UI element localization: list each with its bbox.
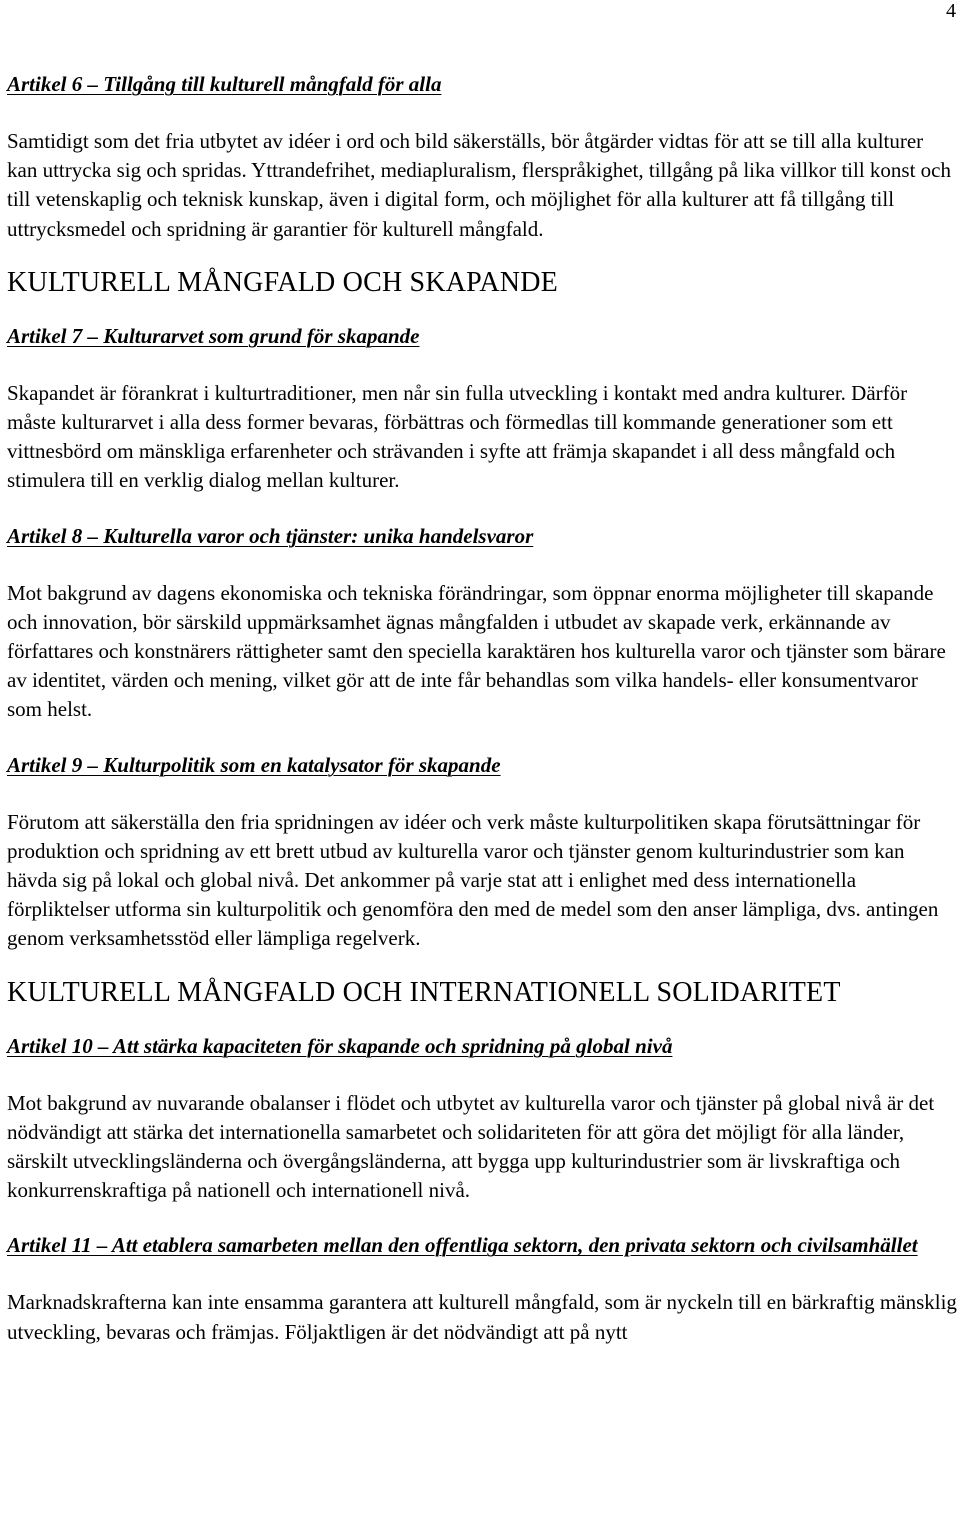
article-9-text: Förutom att säkerställa den fria spridningen av idéer och verk måste kulturpolitiken skapa förutsättningar för produktion och spridning av ett brett utbud av kulturella varor och tjänster genom kulturindustrier som kan hävda sig på lokal och global nivå. Det ankommer på varje stat att i enlighet med dess internationella förpliktelser utforma sin kulturpolitik och genomföra den med de medel som den anser lämpliga, dvs. antingen genom verksamhetsstöd eller lämpliga regelverk.: [7, 809, 939, 951]
article-7-heading: Artikel 7 – Kulturarvet som grund för skapande: [7, 323, 420, 348]
page-number: 4: [946, 0, 956, 22]
article-8-heading: Artikel 8 – Kulturella varor och tjänster: unika handelsvaror: [7, 523, 534, 548]
article-8-text: Mot bakgrund av dagens ekonomiska och tekniska förändringar, som öppnar enorma möjligheter till skapande och innovation, bör särskild uppmärksamhet ägnas mångfalden i utbudet av skapade verk, erkännande av författares och konstnärers rättigheter samt den speciella karaktären hos kulturella varor och tjänster som bärare av identitet, värden och mening, vilket gör att de inte får behandlas som vilka handels- eller konsumentvaror som helst.: [7, 580, 946, 722]
article-10-heading: Artikel 10 – Att stärka kapaciteten för skapande och spridning på global nivå: [7, 1033, 673, 1058]
article-10-text: Mot bakgrund av nuvarande obalanser i flödet och utbytet av kulturella varor och tjänster på global nivå är det nödvändigt att stärka det internationella samarbetet och solidariteten för att göra det möjligt för alla länder, särskilt utvecklingsländerna och övergångsländerna, att bygga upp kulturindustrier som är livskraftiga och konkurrenskraftiga på nationell och internationell nivå.: [7, 1090, 935, 1203]
article-6-text: Samtidigt som det fria utbytet av idéer i ord och bild säkerställs, bör åtgärder vidtas för att se till alla kulturer kan uttrycka sig och spridas. Yttrandefrihet, mediapluralism, flerspråkighet, tillgång på lika villkor till konst och till vetenskaplig och teknisk kunskap, även i digital form, och möjlighet för alla kulturer att få tillgång till uttrycksmedel och spridning är garantier för kulturell mångfald.: [7, 129, 951, 241]
article-9-heading: Artikel 9 – Kulturpolitik som en katalysator för skapande: [7, 752, 501, 777]
section-heading-creativity: KULTURELL MÅNGFALD OCH SKAPANDE: [7, 266, 558, 298]
document-body: [7, 70, 957, 1347]
section-heading-solidarity: KULTURELL MÅNGFALD OCH INTERNATIONELL SOLIDARITET: [7, 976, 841, 1008]
article-7-text: Skapandet är förankrat i kulturtraditioner, men når sin fulla utveckling i kontakt med andra kulturer. Därför måste kulturarvet i alla dess former bevaras, förbättras och förmedlas till kommande generationer som ett vittnesbörd om mänskliga erfarenheter och strävanden i syfte att främja skapandet i all dess mångfald och stimulera till en verklig dialog mellan kulturer.: [7, 380, 908, 493]
article-11-text: Marknadskrafterna kan inte ensamma garantera att kulturell mångfald, som är nyckeln till en bärkraftig mänsklig utveckling, bevaras och främjas. Följaktligen är det nödvändigt att på nytt: [7, 1290, 957, 1344]
article-11-heading: Artikel 11 – Att etablera samarbeten mellan den offentliga sektorn, den privata sektorn och civilsamhället: [7, 1233, 918, 1258]
article-6-heading: Artikel 6 – Tillgång till kulturell mångfald för alla: [7, 72, 442, 96]
